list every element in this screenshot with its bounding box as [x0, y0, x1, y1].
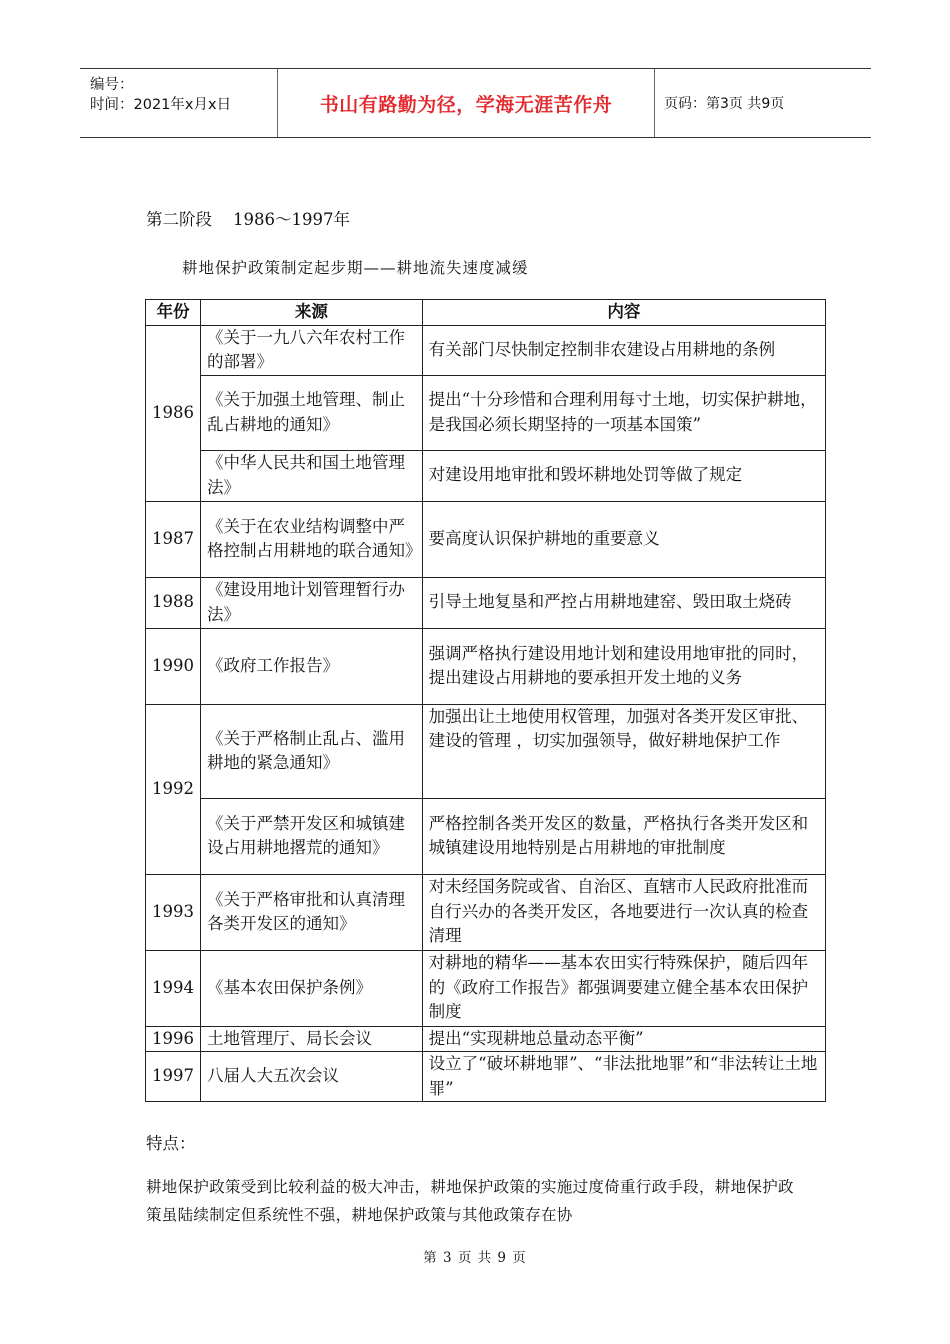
- table-row: [146, 798, 826, 874]
- table-row: [146, 325, 826, 375]
- source-cell: 土地管理厅、局长会议: [201, 1026, 423, 1052]
- content-cell: 对耕地的精华——基本农田实行特殊保护，随后四年的《政府工作报告》都强调要建立健全基本农田保护制度: [422, 950, 825, 1026]
- year-cell: 1997: [146, 1052, 201, 1102]
- content-cell: 有关部门尽快制定控制非农建设占用耕地的条例: [422, 325, 825, 375]
- year-cell: 1990: [146, 628, 201, 704]
- motto: 书山有路勤为径，学海无涯苦作舟: [278, 69, 655, 137]
- source-cell: 《关于在农业结构调整中严格控制占用耕地的联合通知》: [201, 501, 423, 577]
- code-label: 编号：: [90, 77, 134, 93]
- page-label: 页码：第3页 共9页: [664, 96, 785, 112]
- header-source: 来源: [201, 300, 423, 326]
- content-cell: 要高度认识保护耕地的重要意义: [422, 501, 825, 577]
- table-row: [146, 1052, 826, 1102]
- source-cell: 《政府工作报告》: [201, 628, 423, 704]
- content-cell: 引导土地复垦和严控占用耕地建窑、毁田取土烧砖: [422, 577, 825, 628]
- features-paragraph: 耕地保护政策受到比较利益的极大冲击，耕地保护政策的实施过度倚重行政手段，耕地保护政策虽陆续制定但系统性不强，耕地保护政策与其他政策存在协: [146, 1178, 794, 1224]
- page-header: [80, 68, 871, 138]
- content-cell: 提出“十分珍惜和合理利用每寸土地，切实保护耕地，是我国必须长期坚持的一项基本国策”: [422, 375, 825, 450]
- year-cell: 1987: [146, 501, 201, 577]
- year-cell: 1986: [146, 325, 201, 501]
- policy-table: [145, 299, 826, 1102]
- header-meta: [80, 69, 278, 137]
- header-content: 内容: [422, 300, 825, 326]
- table-header-row: [146, 300, 826, 326]
- year-cell: 1988: [146, 577, 201, 628]
- table-row: [146, 950, 826, 1026]
- table-row: [146, 501, 826, 577]
- content-cell: 提出“实现耕地总量动态平衡”: [422, 1026, 825, 1052]
- year-cell: 1993: [146, 874, 201, 950]
- date-label: 时间：2021年x月x日: [90, 97, 232, 113]
- content-cell: 加强出让土地使用权管理，加强对各类开发区审批、建设的管理 ，切实加强领导，做好耕地保护工作: [422, 704, 825, 798]
- content-cell: 对未经国务院或省、自治区、直辖市人民政府批准而自行兴办的各类开发区，各地要进行一次认真的检查清理: [422, 874, 825, 950]
- source-cell: 《关于加强土地管理、制止乱占耕地的通知》: [201, 375, 423, 450]
- table-row: [146, 874, 826, 950]
- content-cell: 对建设用地审批和毁坏耕地处罚等做了规定: [422, 450, 825, 501]
- source-cell: 《基本农田保护条例》: [201, 950, 423, 1026]
- source-cell: 《关于严格制止乱占、滥用耕地的紧急通知》: [201, 704, 423, 798]
- table-row: [146, 704, 826, 798]
- source-cell: 《建设用地计划管理暂行办法》: [201, 577, 423, 628]
- stage-title: 第二阶段 1986～1997年: [146, 210, 350, 229]
- source-cell: 《关于严禁开发区和城镇建设占用耕地撂荒的通知》: [201, 798, 423, 874]
- content-cell: 强调严格执行建设用地计划和建设用地审批的同时，提出建设占用耕地的要承担开发土地的义务: [422, 628, 825, 704]
- content-cell: 设立了“破坏耕地罪”、“非法批地罪”和“非法转让土地罪”: [422, 1052, 825, 1102]
- year-cell: 1996: [146, 1026, 201, 1052]
- source-cell: 《关于严格审批和认真清理各类开发区的通知》: [201, 874, 423, 950]
- header-year: 年份: [146, 300, 201, 326]
- features-heading: 特点：: [146, 1134, 196, 1153]
- table-row: [146, 577, 826, 628]
- year-cell: 1992: [146, 704, 201, 874]
- year-cell: 1994: [146, 950, 201, 1026]
- table-row: [146, 628, 826, 704]
- section-subtitle: 耕地保护政策制定起步期——耕地流失速度减缓: [182, 259, 529, 277]
- page-footer: 第 3 页 共 9 页: [423, 1250, 527, 1266]
- table-row: [146, 1026, 826, 1052]
- table-row: [146, 450, 826, 501]
- source-cell: 《关于一九八六年农村工作的部署》: [201, 325, 423, 375]
- source-cell: 八届人大五次会议: [201, 1052, 423, 1102]
- content-cell: 严格控制各类开发区的数量，严格执行各类开发区和城镇建设用地特别是占用耕地的审批制度: [422, 798, 825, 874]
- table-row: [146, 375, 826, 450]
- source-cell: 《中华人民共和国土地管理法》: [201, 450, 423, 501]
